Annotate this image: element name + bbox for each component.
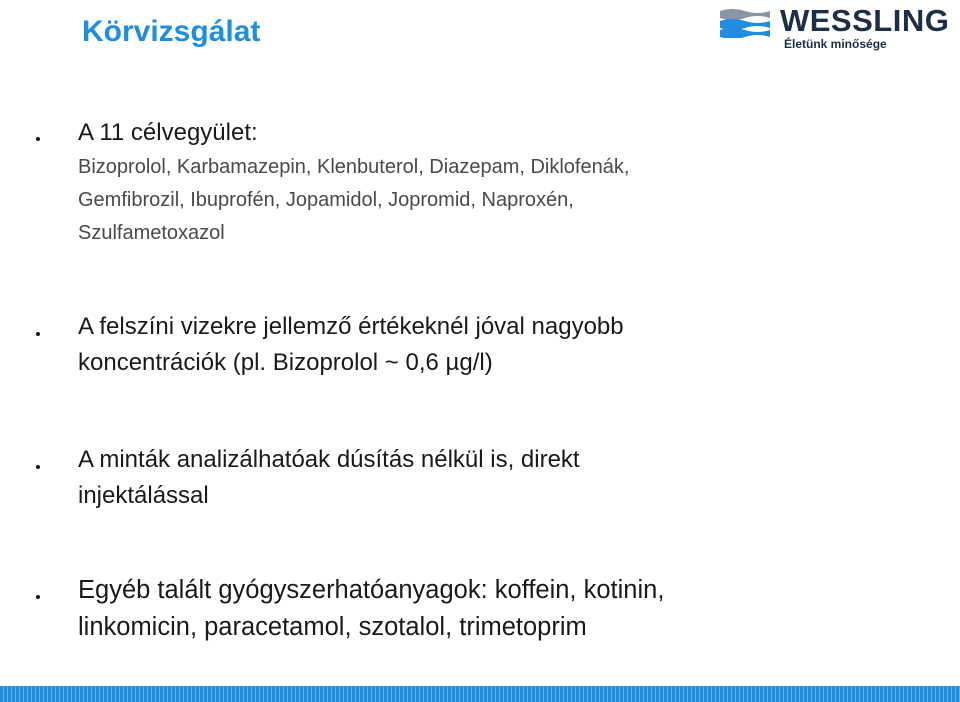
bullet-body bbox=[78, 442, 908, 514]
compound-list-line: Szulfametoxazol bbox=[78, 222, 225, 244]
bullet-body bbox=[78, 309, 908, 381]
slide-title: Körvizsgálat bbox=[82, 15, 261, 48]
bullet-body bbox=[78, 572, 908, 646]
bullet-heading: A 11 célvegyület: bbox=[78, 119, 258, 146]
bullet-text-line: koncentrációk (pl. Bizoprolol ~ 0,6 µg/l) bbox=[78, 349, 493, 376]
bullet-body bbox=[78, 115, 908, 250]
compound-list-line: Bizoprolol, Karbamazepin, Klenbuterol, Diazepam, Diklofenák, bbox=[78, 156, 630, 178]
bullet-text-line: A felszíni vizekre jellemző értékeknél jóval nagyobb bbox=[78, 313, 624, 340]
bullet-text-line: injektálással bbox=[78, 482, 209, 509]
bullet-text-line: A minták analizálhatóak dúsítás nélkül is, direkt bbox=[78, 446, 580, 473]
bullet-dot-icon bbox=[36, 137, 40, 141]
footer-bar bbox=[0, 686, 960, 702]
bullet-dot-icon bbox=[36, 595, 40, 599]
logo-tagline: Életünk minősége bbox=[784, 37, 887, 51]
bullet-text-line: linkomicin, paracetamol, szotalol, trimetoprim bbox=[78, 613, 587, 641]
wave-logo-icon bbox=[718, 8, 772, 38]
logo-wordmark: WESSLING bbox=[780, 3, 950, 38]
bullet-text-line: Egyéb talált gyógyszerhatóanyagok: koffein, kotinin, bbox=[78, 576, 665, 604]
bullet-dot-icon bbox=[36, 332, 40, 336]
bullet-dot-icon bbox=[36, 465, 40, 469]
compound-list-line: Gemfibrozil, Ibuprofén, Jopamidol, Jopromid, Naproxén, bbox=[78, 189, 574, 211]
wessling-logo bbox=[718, 4, 948, 54]
